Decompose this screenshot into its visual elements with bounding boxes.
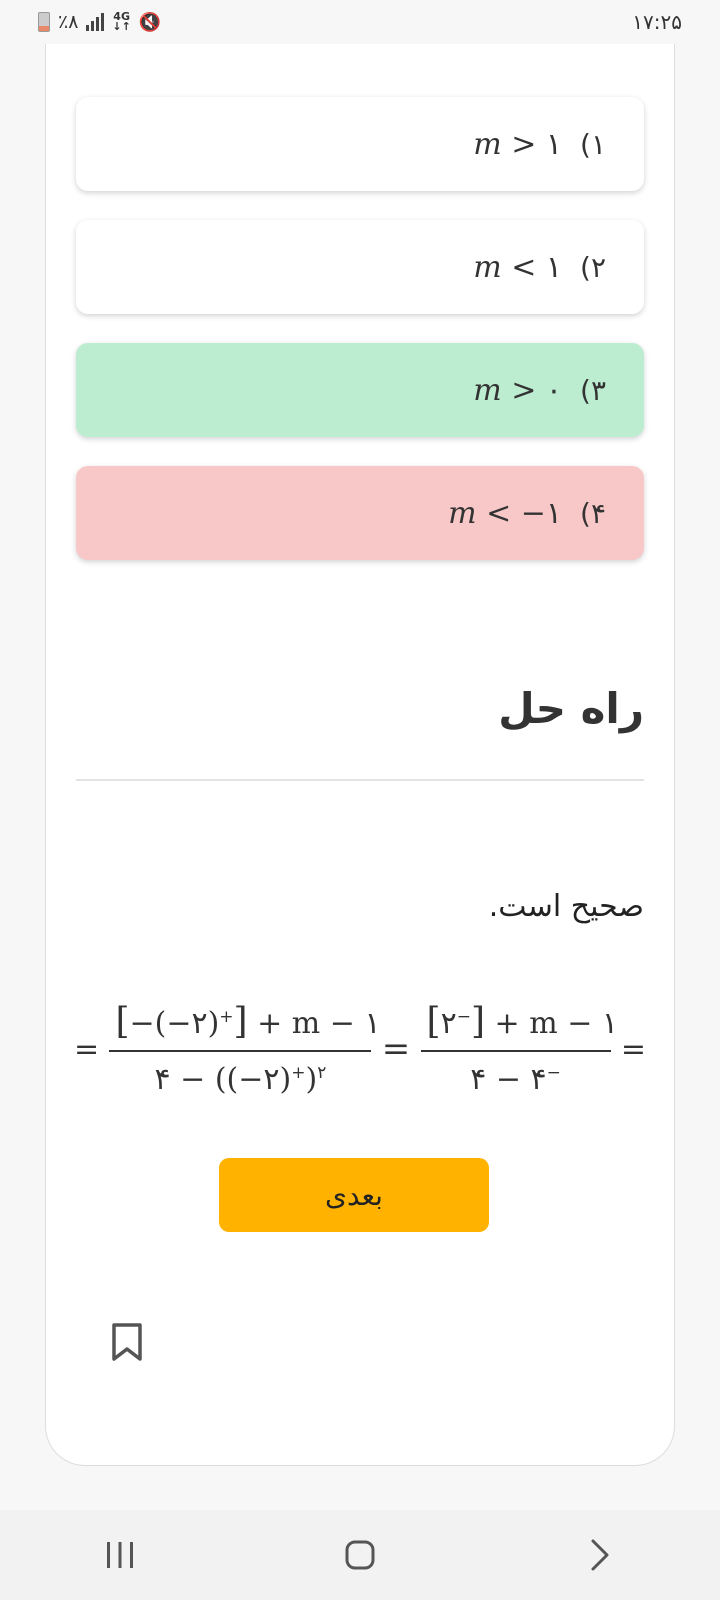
battery-percentage: ٪۸ [58,11,79,33]
option-4-number: (۴ [580,496,606,530]
back-icon[interactable] [570,1525,630,1585]
mute-icon: 🔇 [138,11,162,33]
option-4-op: < [486,495,512,531]
solution-equation [74,984,646,1114]
fraction-left-numerator: [−(−۲)+] + m − ۱ [109,1001,371,1052]
question-card [45,44,675,1466]
status-icons [38,11,161,33]
option-3-rhs: ۰ [545,372,563,408]
option-2[interactable] [76,220,644,314]
home-icon[interactable] [330,1525,390,1585]
option-2-rhs: ۱ [545,249,563,285]
bookmark-icon[interactable] [110,1322,144,1362]
option-1-op: > [511,126,537,162]
option-2-op: < [511,249,537,285]
next-button[interactable]: بعدی [219,1158,489,1232]
navigation-bar [0,1510,720,1600]
option-4-wrong[interactable] [76,466,644,560]
clock: ۱۷:۲۵ [632,10,682,34]
option-1-lhs: m [473,126,502,162]
network-type: 4G ↓↑ [112,10,131,33]
equals-sign: = [620,1031,646,1067]
equals-sign: = [381,1029,411,1069]
battery-icon [38,12,50,32]
fraction-right-numerator: [۲−] + m − ۱ [421,1001,611,1052]
recent-apps-icon[interactable] [90,1525,150,1585]
option-3-lhs: m [473,372,502,408]
option-1-number: (۱ [580,127,606,161]
fraction-right-denominator: ۴ − ۴− [470,1062,561,1097]
option-3-number: (۳ [580,373,606,407]
signal-icon [86,13,104,31]
fraction-right [421,1001,618,1097]
fraction-left [109,1001,381,1097]
fraction-left-denominator: ۴ − ((−۲)+)$^۲$ [154,1062,327,1097]
solution-text: صحیح است. [488,889,644,924]
solution-title: راه حل [498,684,644,733]
equals-sign: = [74,1031,100,1067]
option-3-correct[interactable] [76,343,644,437]
divider [76,779,644,781]
option-1-rhs: ۱ [545,126,563,162]
option-1[interactable] [76,97,644,191]
option-2-number: (۲ [580,250,606,284]
option-3-op: > [511,372,537,408]
status-bar [0,0,720,44]
option-2-lhs: m [473,249,502,285]
option-4-rhs: −۱ [520,495,563,531]
option-4-lhs: m [448,495,477,531]
